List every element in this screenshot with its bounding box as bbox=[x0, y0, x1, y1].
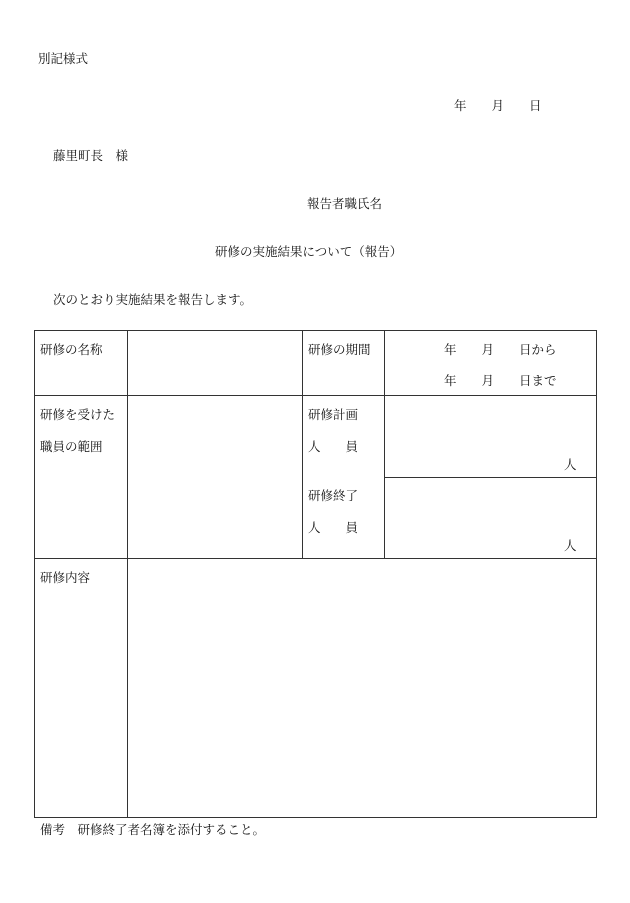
addressee: 藤里町長 様 bbox=[53, 148, 129, 163]
intro-text: 次のとおり実施結果を報告します。 bbox=[53, 292, 253, 307]
table-border-top bbox=[34, 330, 597, 331]
training-content-field[interactable] bbox=[130, 561, 593, 814]
planned-staff-unit: 人 bbox=[564, 457, 577, 472]
footer-note: 備考 研修終了者名簿を添付すること。 bbox=[40, 822, 266, 837]
table-border-left bbox=[34, 330, 35, 818]
completed-staff-label-line2: 人 員 bbox=[308, 520, 359, 535]
form-label: 別記様式 bbox=[38, 51, 89, 66]
table-col-divider bbox=[127, 330, 128, 818]
staff-scope-field[interactable] bbox=[130, 398, 300, 556]
training-period-label: 研修の期間 bbox=[308, 342, 371, 357]
planned-staff-label-line2: 人 員 bbox=[308, 439, 359, 454]
table-col-divider bbox=[302, 330, 303, 558]
document-title: 研修の実施結果について（報告） bbox=[215, 244, 403, 259]
planned-staff-label-line1: 研修計画 bbox=[308, 407, 359, 422]
table-border-right bbox=[596, 330, 597, 818]
scope-label-line2: 職員の範囲 bbox=[40, 439, 103, 454]
training-name-label: 研修の名称 bbox=[40, 342, 103, 357]
table-row-divider bbox=[384, 477, 597, 478]
table-border-bottom bbox=[34, 817, 597, 818]
table-row-divider bbox=[34, 558, 597, 559]
scope-label-line1: 研修を受けた bbox=[40, 407, 116, 422]
table-col-divider bbox=[384, 330, 385, 558]
content-label: 研修内容 bbox=[40, 570, 91, 585]
period-to: 年 月 日まで bbox=[444, 373, 557, 388]
reporter-label: 報告者職氏名 bbox=[307, 196, 383, 211]
planned-staff-field[interactable] bbox=[387, 398, 593, 474]
completed-staff-field[interactable] bbox=[387, 480, 593, 556]
period-from: 年 月 日から bbox=[444, 342, 557, 357]
completed-staff-unit: 人 bbox=[564, 538, 577, 553]
table-row-divider bbox=[34, 395, 597, 396]
date-line: 年 月 日 bbox=[454, 98, 542, 113]
training-name-field[interactable] bbox=[130, 333, 300, 393]
completed-staff-label-line1: 研修終了 bbox=[308, 488, 359, 503]
